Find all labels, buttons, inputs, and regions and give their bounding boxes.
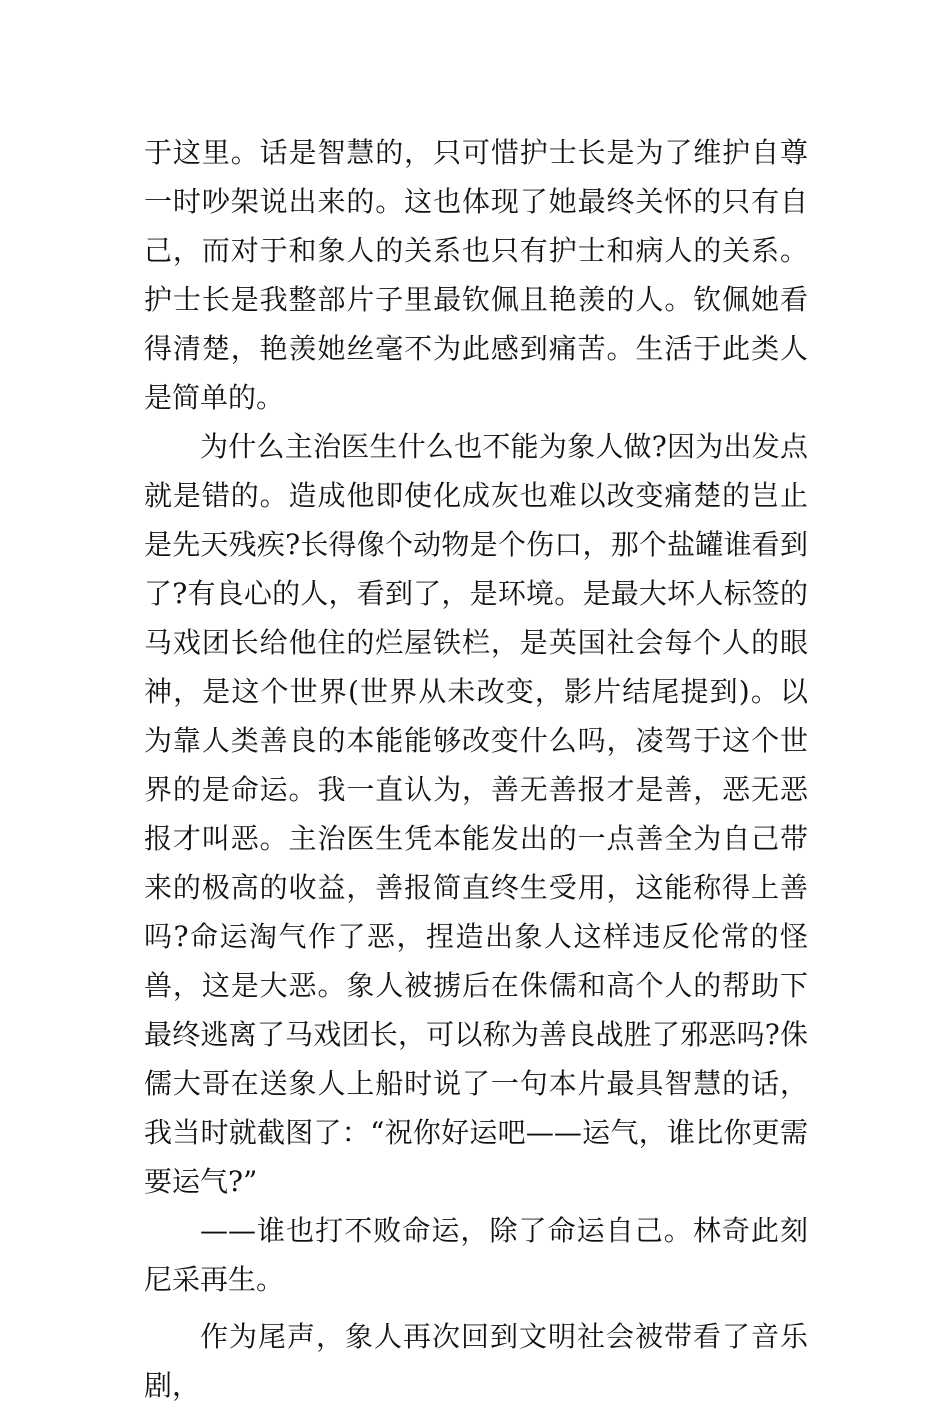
paragraph-3: ——谁也打不败命运，除了命运自己。林奇此刻尼采再生。 (144, 1214, 808, 1296)
paragraph-2: 为什么主治医生什么也不能为象人做?因为出发点就是错的。造成他即使化成灰也难以改变痛楚的岂止是先天残疾?长得像个动物是个伤口，那个盐罐谁看到了?有良心的人，看到了，是环境。是最大坏人标签的马戏团长给他住的烂屋铁栏，是英国社会每个人的眼神，是这个世界(世界从未改变，影片结尾提到)。以为靠人类善良的本能能够改变什么吗，凌驾于这个世界的是命运。我一直认为，善无善报才是善，恶无恶报才叫恶。主治医生凭本能发出的一点善全为自己带来的极高的收益，善报简直终生受用，这能称得上善吗?命运淘气作了恶，捏造出象人这样违反伦常的怪兽，这是大恶。象人被掳后在侏儒和高个人的帮助下最终逃离了马戏团长，可以称为善良战胜了邪恶吗?侏儒大哥在送象人上船时说了一句本片最具智慧的话，我当时就截图了：“祝你好运吧——运气，谁比你更需要运气?” (144, 430, 808, 1198)
paragraph-1: 于这里。话是智慧的，只可惜护士长是为了维护自尊一时吵架说出来的。这也体现了她最终关怀的只有自己，而对于和象人的关系也只有护士和病人的关系。护士长是我整部片子里最钦佩且艳羡的人。钦佩她看得清楚，艳羡她丝毫不为此感到痛苦。生活于此类人是简单的。 (144, 136, 808, 414)
document-body (144, 128, 808, 1410)
paragraph-gap (144, 1304, 808, 1312)
paragraph-4: 作为尾声，象人再次回到文明社会被带看了音乐剧， (144, 1320, 808, 1402)
